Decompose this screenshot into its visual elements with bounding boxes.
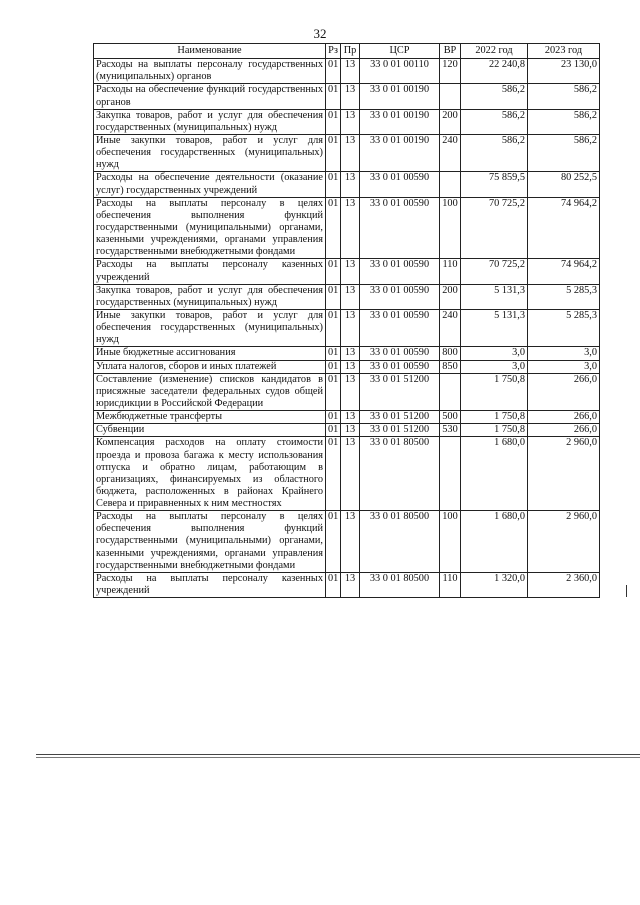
row-amount-2023: 5 285,3 [528,309,600,346]
table-row [94,411,600,424]
row-rz: 01 [326,424,341,437]
row-amount-2022: 70 725,2 [461,197,528,259]
row-rz: 01 [326,109,341,134]
row-csr: 33 0 01 00590 [360,347,440,360]
row-pr: 13 [341,437,360,511]
row-pr: 13 [341,572,360,597]
table-row [94,347,600,360]
row-amount-2022: 586,2 [461,109,528,134]
table-row [94,284,600,309]
row-vr [440,172,461,197]
table-row [94,84,600,109]
row-vr: 200 [440,284,461,309]
row-vr: 800 [440,347,461,360]
row-pr: 13 [341,259,360,284]
row-amount-2022: 1 750,8 [461,424,528,437]
row-vr: 530 [440,424,461,437]
row-rz: 01 [326,59,341,84]
row-amount-2023: 586,2 [528,109,600,134]
row-amount-2023: 3,0 [528,347,600,360]
row-rz: 01 [326,437,341,511]
row-pr: 13 [341,197,360,259]
row-vr: 240 [440,134,461,171]
row-csr: 33 0 01 80500 [360,511,440,573]
row-csr: 33 0 01 80500 [360,572,440,597]
row-name: Иные закупки товаров, работ и услуг для обеспечения государственных (муниципальных) нужд [94,134,326,171]
row-csr: 33 0 01 00110 [360,59,440,84]
row-rz: 01 [326,197,341,259]
row-name: Расходы на выплаты персоналу казенных учреждений [94,259,326,284]
row-rz: 01 [326,284,341,309]
page-number: 32 [313,26,327,41]
row-pr: 13 [341,284,360,309]
row-vr [440,84,461,109]
row-rz: 01 [326,134,341,171]
header-rz: Рз [326,44,341,59]
row-pr: 13 [341,84,360,109]
row-amount-2022: 1 320,0 [461,572,528,597]
row-rz: 01 [326,309,341,346]
row-amount-2023: 266,0 [528,373,600,410]
row-vr: 850 [440,360,461,373]
row-amount-2022: 5 131,3 [461,284,528,309]
row-name: Составление (изменение) списков кандидатов в присяжные заседатели федеральных судов общей юрисдикции в Российской Федерации [94,373,326,410]
budget-table [93,43,600,598]
table-row [94,572,600,597]
row-name: Расходы на обеспечение деятельности (оказание услуг) государственных учреждений [94,172,326,197]
row-vr [440,373,461,410]
row-pr: 13 [341,109,360,134]
row-name: Межбюджетные трансферты [94,411,326,424]
row-csr: 33 0 01 51200 [360,411,440,424]
row-vr [440,437,461,511]
row-pr: 13 [341,360,360,373]
row-amount-2023: 586,2 [528,134,600,171]
row-vr: 100 [440,197,461,259]
table-row [94,59,600,84]
row-csr: 33 0 01 00190 [360,84,440,109]
table-row [94,109,600,134]
row-pr: 13 [341,373,360,410]
row-vr: 120 [440,59,461,84]
row-amount-2022: 1 750,8 [461,373,528,410]
bottom-rule [36,754,640,755]
row-csr: 33 0 01 00190 [360,134,440,171]
row-amount-2023: 74 964,2 [528,197,600,259]
row-csr: 33 0 01 00590 [360,172,440,197]
row-csr: 33 0 01 80500 [360,437,440,511]
row-vr: 200 [440,109,461,134]
row-vr: 110 [440,259,461,284]
row-vr: 500 [440,411,461,424]
table-row [94,360,600,373]
table-row [94,259,600,284]
row-amount-2022: 22 240,8 [461,59,528,84]
row-pr: 13 [341,309,360,346]
row-amount-2023: 80 252,5 [528,172,600,197]
row-csr: 33 0 01 51200 [360,424,440,437]
row-csr: 33 0 01 00190 [360,109,440,134]
row-name: Закупка товаров, работ и услуг для обеспечения государственных (муниципальных) нужд [94,284,326,309]
row-name: Расходы на выплаты персоналу государственных (муниципальных) органов [94,59,326,84]
row-amount-2023: 266,0 [528,411,600,424]
row-name: Расходы на выплаты персоналу казенных учреждений [94,572,326,597]
bottom-rule-secondary [36,757,640,758]
row-amount-2023: 2 960,0 [528,437,600,511]
row-name: Иные закупки товаров, работ и услуг для обеспечения государственных (муниципальных) нужд [94,309,326,346]
row-vr: 100 [440,511,461,573]
row-amount-2023: 2 360,0 [528,572,600,597]
row-rz: 01 [326,84,341,109]
header-csr: ЦСР [360,44,440,59]
row-pr: 13 [341,59,360,84]
row-amount-2022: 75 859,5 [461,172,528,197]
row-amount-2022: 70 725,2 [461,259,528,284]
row-rz: 01 [326,572,341,597]
row-amount-2023: 3,0 [528,360,600,373]
header-2022: 2022 год [461,44,528,59]
row-name: Иные бюджетные ассигнования [94,347,326,360]
row-csr: 33 0 01 00590 [360,197,440,259]
header-row [94,44,600,59]
row-rz: 01 [326,373,341,410]
row-amount-2022: 3,0 [461,360,528,373]
row-amount-2023: 586,2 [528,84,600,109]
row-name: Расходы на обеспечение функций государственных органов [94,84,326,109]
table-row [94,197,600,259]
row-pr: 13 [341,411,360,424]
header-pr: Пр [341,44,360,59]
row-amount-2023: 23 130,0 [528,59,600,84]
row-amount-2023: 5 285,3 [528,284,600,309]
row-amount-2022: 1 680,0 [461,437,528,511]
row-name: Расходы на выплаты персоналу в целях обеспечения выполнения функций государственными (муниципальными) органами, казенными учреждениями, органами управления государственными внебюджетными фондами [94,511,326,573]
row-pr: 13 [341,172,360,197]
table-row [94,309,600,346]
row-vr: 110 [440,572,461,597]
row-amount-2022: 1 680,0 [461,511,528,573]
table-row [94,134,600,171]
row-csr: 33 0 01 00590 [360,360,440,373]
row-vr: 240 [440,309,461,346]
row-pr: 13 [341,347,360,360]
row-rz: 01 [326,347,341,360]
row-pr: 13 [341,424,360,437]
row-amount-2022: 3,0 [461,347,528,360]
table-body [94,59,600,598]
row-name: Закупка товаров, работ и услуг для обеспечения государственных (муниципальных) нужд [94,109,326,134]
row-rz: 01 [326,411,341,424]
row-amount-2022: 586,2 [461,134,528,171]
table-row [94,172,600,197]
header-vr: ВР [440,44,461,59]
row-csr: 33 0 01 00590 [360,284,440,309]
row-amount-2022: 5 131,3 [461,309,528,346]
row-rz: 01 [326,259,341,284]
row-csr: 33 0 01 51200 [360,373,440,410]
row-name: Субвенции [94,424,326,437]
row-name: Уплата налогов, сборов и иных платежей [94,360,326,373]
table-row [94,424,600,437]
table-row [94,437,600,511]
row-amount-2022: 586,2 [461,84,528,109]
row-pr: 13 [341,511,360,573]
row-rz: 01 [326,511,341,573]
table-row [94,373,600,410]
row-csr: 33 0 01 00590 [360,309,440,346]
header-2023: 2023 год [528,44,600,59]
row-csr: 33 0 01 00590 [360,259,440,284]
row-amount-2022: 1 750,8 [461,411,528,424]
row-amount-2023: 2 960,0 [528,511,600,573]
row-pr: 13 [341,134,360,171]
row-rz: 01 [326,172,341,197]
header-name: Наименование [94,44,326,59]
row-amount-2023: 74 964,2 [528,259,600,284]
row-amount-2023: 266,0 [528,424,600,437]
margin-mark [626,585,627,597]
table-row [94,511,600,573]
row-name: Расходы на выплаты персоналу в целях обеспечения выполнения функций государственными (муниципальными) органами, казенными учреждениями, органами управления государственными внебюджетными фондами [94,197,326,259]
row-name: Компенсация расходов на оплату стоимости проезда и провоза багажа к месту использования отпуска и обратно лицам, работающим в организациях, финансируемых из областного бюджета, расположенных в районах Крайнего Севера и приравненных к ним местностях [94,437,326,511]
row-rz: 01 [326,360,341,373]
